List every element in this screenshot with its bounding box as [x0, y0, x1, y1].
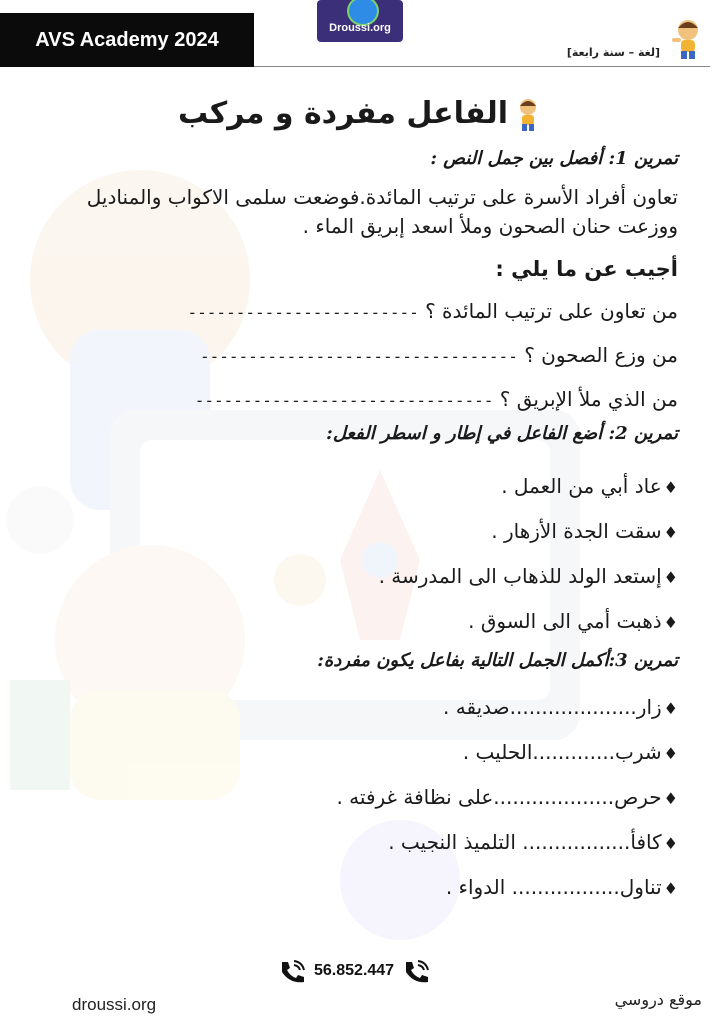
exercise3-item: ♦تناول................. الدواء . [445, 875, 678, 899]
exercise1-paragraph: تعاون أفراد الأسرة على ترتيب المائدة.فوضعت سلمى الاكواب والمناديل ووزعت حنان الصحون وملأ اسعد إبريق الماء . [86, 185, 678, 238]
kid-mascot-icon [670, 16, 706, 60]
worksheet-content [38, 148, 678, 910]
question-3: من الذي ملأ الإبريق ؟ ------------------------------- [194, 387, 678, 411]
title-row [0, 96, 720, 131]
phone-icon [400, 958, 432, 984]
answer-line: ------------------------------- [194, 391, 494, 410]
exercise2-heading: تمرين 2: أضع الفاعل في إطار و اسطر الفعل: [326, 423, 678, 444]
subject-label: [لغة – سنة رابعة] [566, 46, 660, 59]
phone-contact [276, 958, 456, 984]
answer-heading: أجيب عن ما يلي : [495, 257, 678, 281]
page-title: الفاعل مفردة و مركب [177, 96, 509, 131]
phone-icon [276, 958, 308, 984]
brand-bar [0, 13, 254, 67]
question-2: من وزع الصحون ؟ --------------------------------- [199, 343, 678, 367]
footer-site-link[interactable]: droussi.org [72, 995, 157, 1014]
exercise3-item: ♦شرب.............الحليب . [462, 740, 678, 764]
kid-mascot-icon [514, 97, 542, 131]
question-1: من تعاون على ترتيب المائدة ؟ ------------------------ [187, 299, 678, 323]
diamond-bullet-icon: ♦ [663, 613, 678, 632]
exercise3-item: ♦كافأ................. التلميذ النجيب . [388, 830, 678, 854]
diamond-bullet-icon: ♦ [663, 879, 678, 898]
diamond-bullet-icon: ♦ [663, 478, 678, 497]
exercise2-item: ♦عاد أبي من العمل . [501, 474, 678, 498]
answer-line: --------------------------------- [199, 347, 518, 366]
exercise2-item: ♦سقت الجدة الأزهار . [491, 519, 678, 543]
brand-name: AVS Academy 2024 [35, 28, 219, 51]
diamond-bullet-icon: ♦ [663, 699, 678, 718]
exercise3-item: ♦زار....................صديقه . [443, 695, 678, 719]
header-divider [254, 66, 710, 67]
diamond-bullet-icon: ♦ [663, 523, 678, 542]
diamond-bullet-icon: ♦ [663, 744, 678, 763]
diamond-bullet-icon: ♦ [663, 568, 678, 587]
diamond-bullet-icon: ♦ [663, 789, 678, 808]
phone-number: 56.852.447 [314, 962, 395, 979]
exercise2-item: ♦إستعد الولد للذهاب الى المدرسة . [378, 564, 678, 588]
answer-line: ------------------------ [187, 303, 419, 322]
diamond-bullet-icon: ♦ [663, 834, 678, 853]
footer-site-arabic: موقع دروسي [614, 990, 702, 1009]
droussi-logo: Droussi.org [317, 0, 403, 42]
exercise3-heading: تمرين 3:أكمل الجمل التالية بفاعل يكون مفردة: [317, 650, 678, 671]
exercise3-item: ♦حرص...................على نظافة غرفته . [336, 785, 678, 809]
exercise2-item: ♦ذهبت أمي الى السوق . [468, 609, 678, 633]
exercise1-heading: تمرين 1: أفصل بين جمل النص : [430, 148, 678, 169]
